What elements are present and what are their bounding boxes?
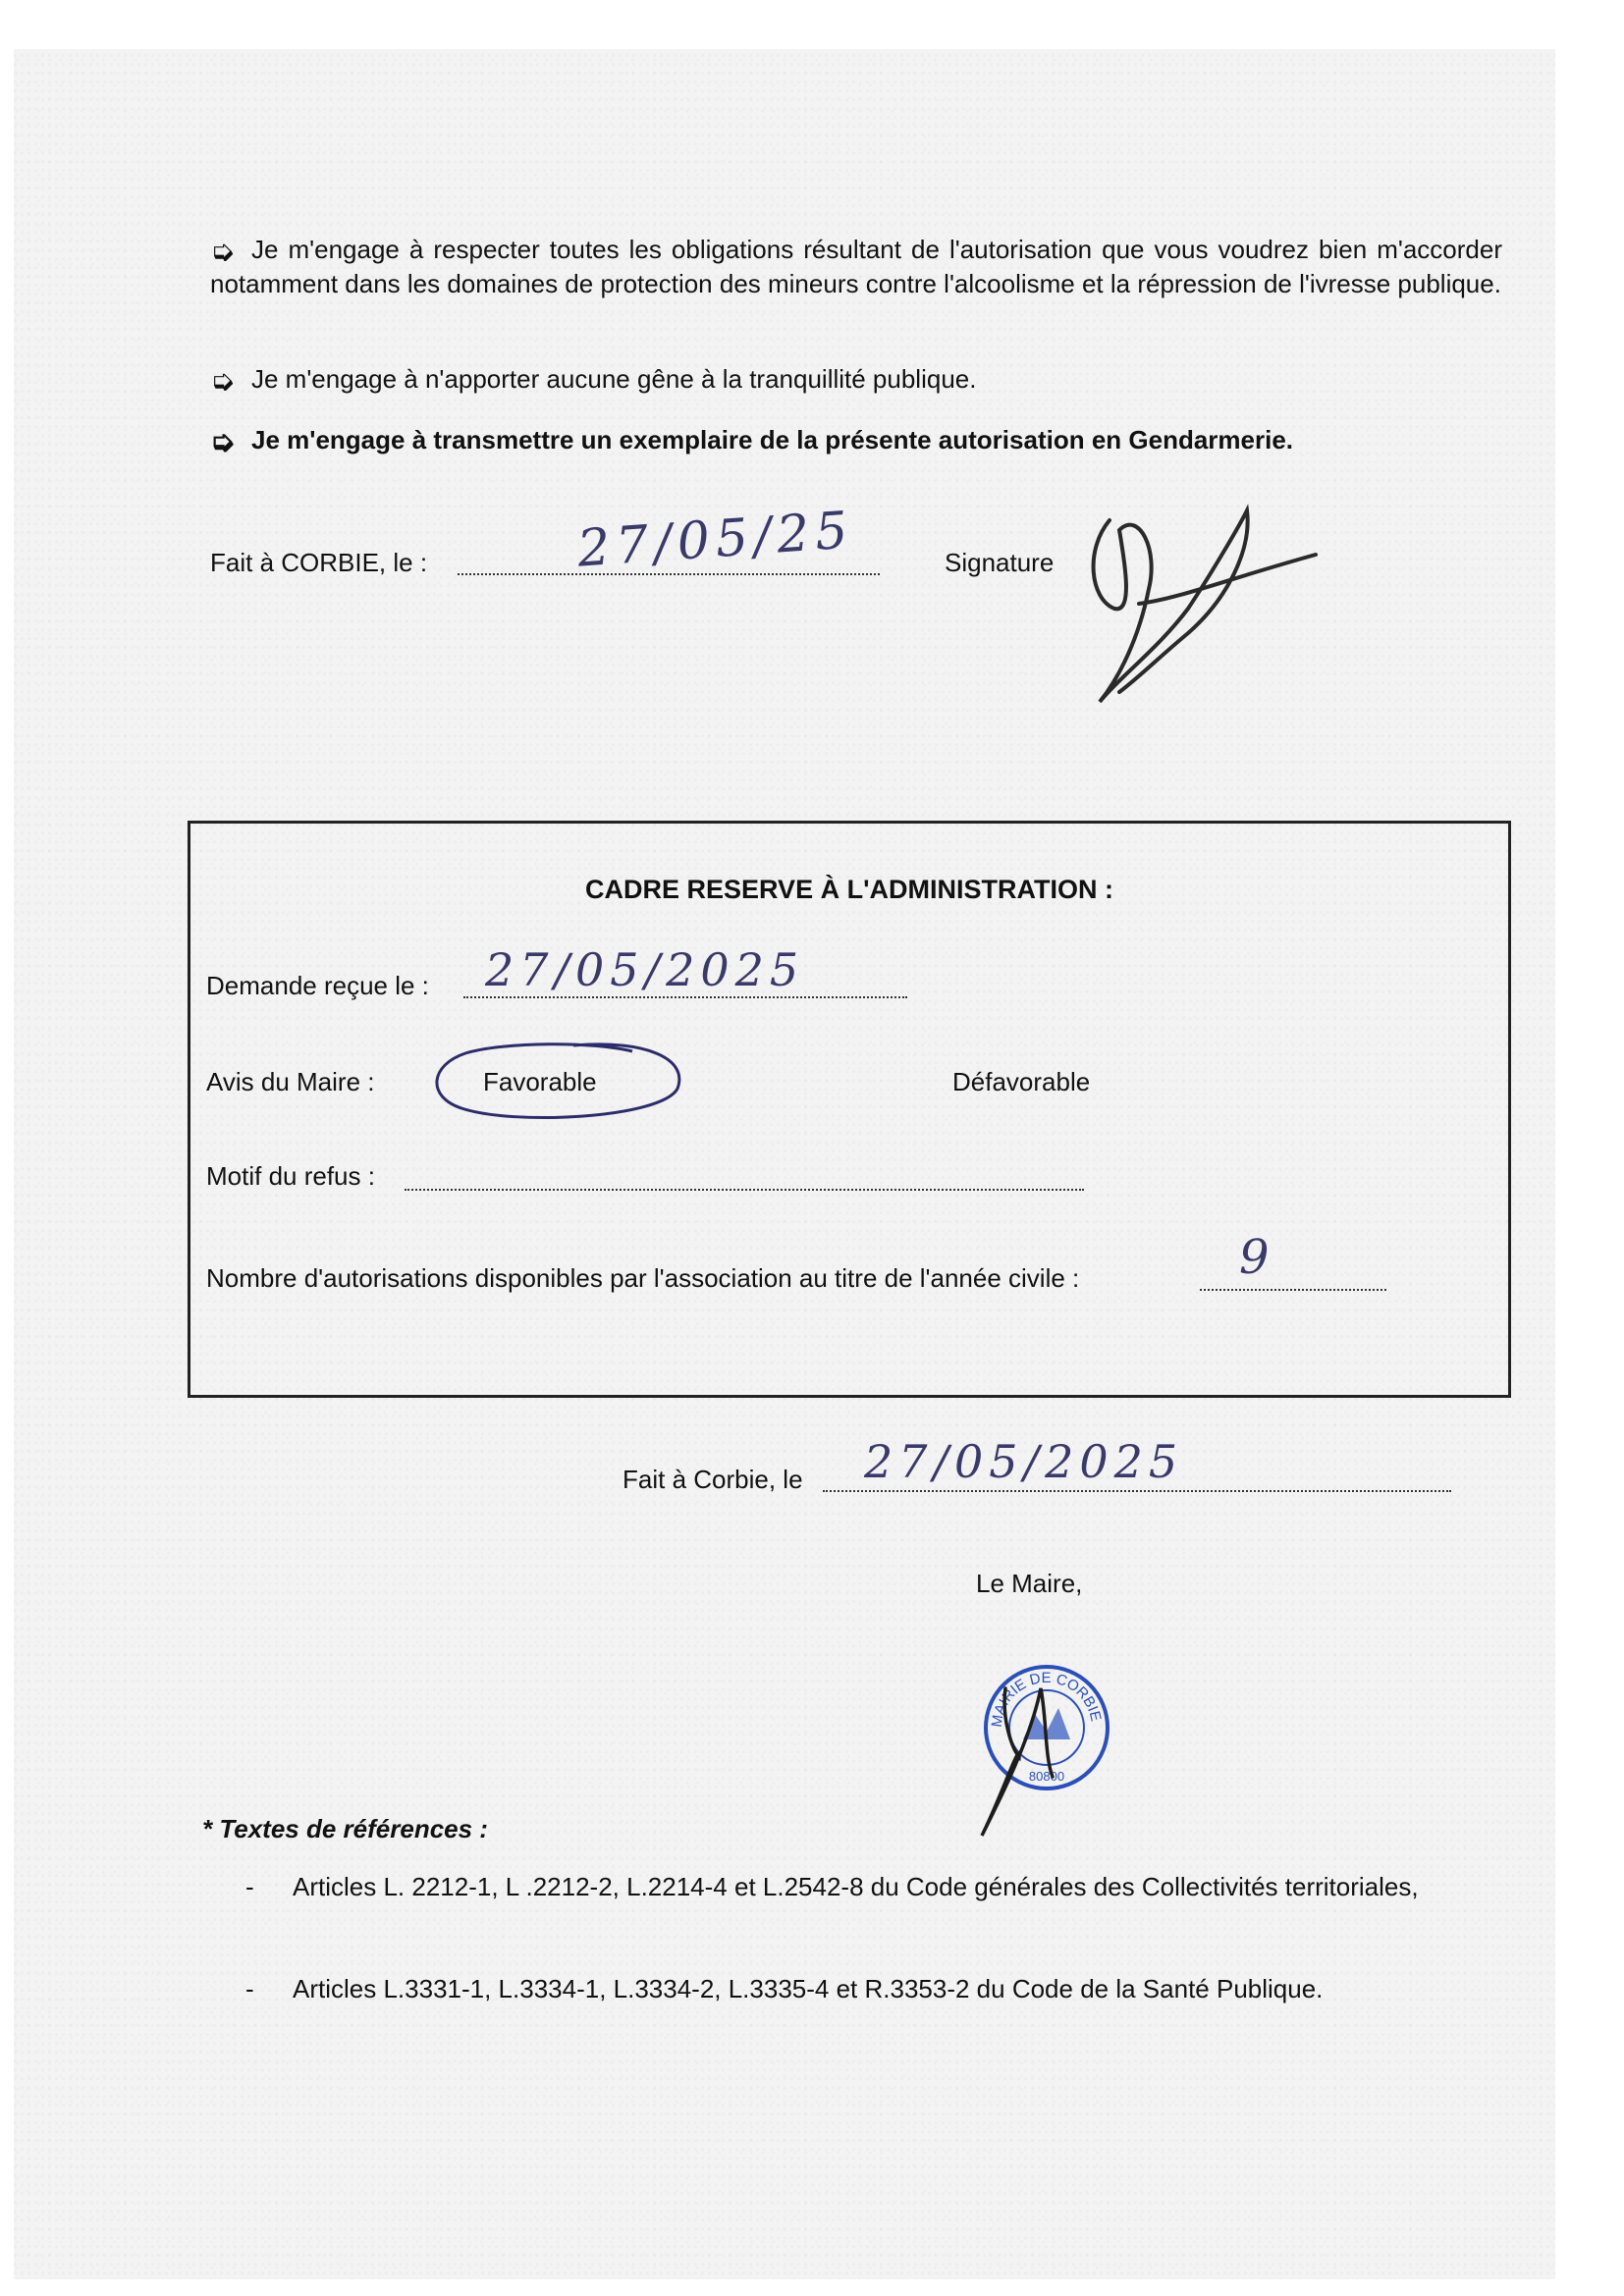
stamp-text: MAIRIE DE CORBIE [988, 1669, 1105, 1729]
commitment-2: ➭ Je m'engage à n'apporter aucune gêne à la tranquillité publique. [210, 364, 977, 398]
arrow-icon: ➭ [210, 426, 236, 458]
mayor-stamp [962, 1649, 1129, 1845]
scan-margin-right [1555, 0, 1624, 2296]
document-page: ➭ Je m'engage à respecter toutes les obligations résultant de l'autorisation que vous voudrez bien m'accorder notamment dans les domaines de protection des mineurs contre l'alcoolisme et la répression de l'ivresse publique. ➭ Je m'engage à n'apporter aucune gêne à la tranquillité publique. ➭ Je m'engage à transmettre un exemplaire de la présente autorisation en Gendarmerie. Fait à CORBIE, le : 27/05/25 Signature CADRE RESERVE À L'ADMINISTRATION : Demande reçue le : 27/05/2025 Avis du Maire : Favorable Défavorable Motif du refus : Nombre d'autorisations disponibles par l'association au titre de l'année civile : 9 Fait à Corbie, le 27/05/2025 Le Maire, MAIRIE DE CORBIE 80800 * Textes de références : - Articles L. 2212-1, L .2212-2, L.2214-4 et L.2542-8 du Code générales des Collectivités territoriales, - Articles L.3331-1, L.3334-1, L.3334-2, L.3335-4 et R.3353-2 du Code de la Santé Publique. [0, 0, 1624, 2296]
scan-margin-bottom [0, 2279, 1624, 2296]
stamp-code: 80800 [1028, 1769, 1065, 1784]
unfavorable-option: Défavorable [952, 1067, 1091, 1096]
admin-reserved-box [188, 821, 1511, 1398]
scan-margin-left [0, 0, 14, 2296]
arrow-icon: ➭ [210, 365, 236, 398]
commitment-3: ➭ Je m'engage à transmettre un exemplaire de la présente autorisation en Gendarmerie. [210, 425, 1294, 458]
mayor-date-handwritten: 27/05/2025 [864, 1435, 1184, 1488]
opinion-label: Avis du Maire : [206, 1067, 375, 1096]
mayor-title: Le Maire, [976, 1569, 1083, 1598]
signature-label: Signature [945, 548, 1055, 577]
applicant-date-handwritten: 27/05/25 [575, 501, 856, 579]
favorable-option: Favorable [483, 1067, 597, 1096]
admin-box-title: CADRE RESERVE À L'ADMINISTRATION : [585, 875, 1113, 904]
received-date-handwritten: 27/05/2025 [485, 943, 805, 996]
applicant-place-label: Fait à CORBIE, le : [210, 548, 428, 577]
mayor-place-label: Fait à Corbie, le [623, 1465, 803, 1494]
applicant-date-line [458, 573, 880, 575]
received-label: Demande reçue le : [206, 971, 429, 1000]
commitment-1: ➭ Je m'engage à respecter toutes les obligations résultant de l'autorisation que vous voudrez bien m'accorder notamment dans les domaines de protection des mineurs contre l'alcoolisme et la répression de l'ivresse publique. [210, 235, 1502, 298]
scan-margin-top [0, 0, 1624, 49]
applicant-signature [1080, 491, 1326, 717]
refusal-line [405, 1189, 1084, 1191]
mayor-date-line [823, 1490, 1451, 1492]
authorizations-handwritten: 9 [1239, 1230, 1275, 1285]
refusal-label: Motif du refus : [206, 1161, 375, 1191]
authorizations-label: Nombre d'autorisations disponibles par l'association au titre de l'année civile : [206, 1263, 1080, 1293]
arrow-icon: ➭ [210, 236, 236, 268]
authorizations-line [1200, 1289, 1386, 1291]
received-date-line [463, 996, 907, 998]
references-title: * Textes de références : [202, 1814, 488, 1843]
